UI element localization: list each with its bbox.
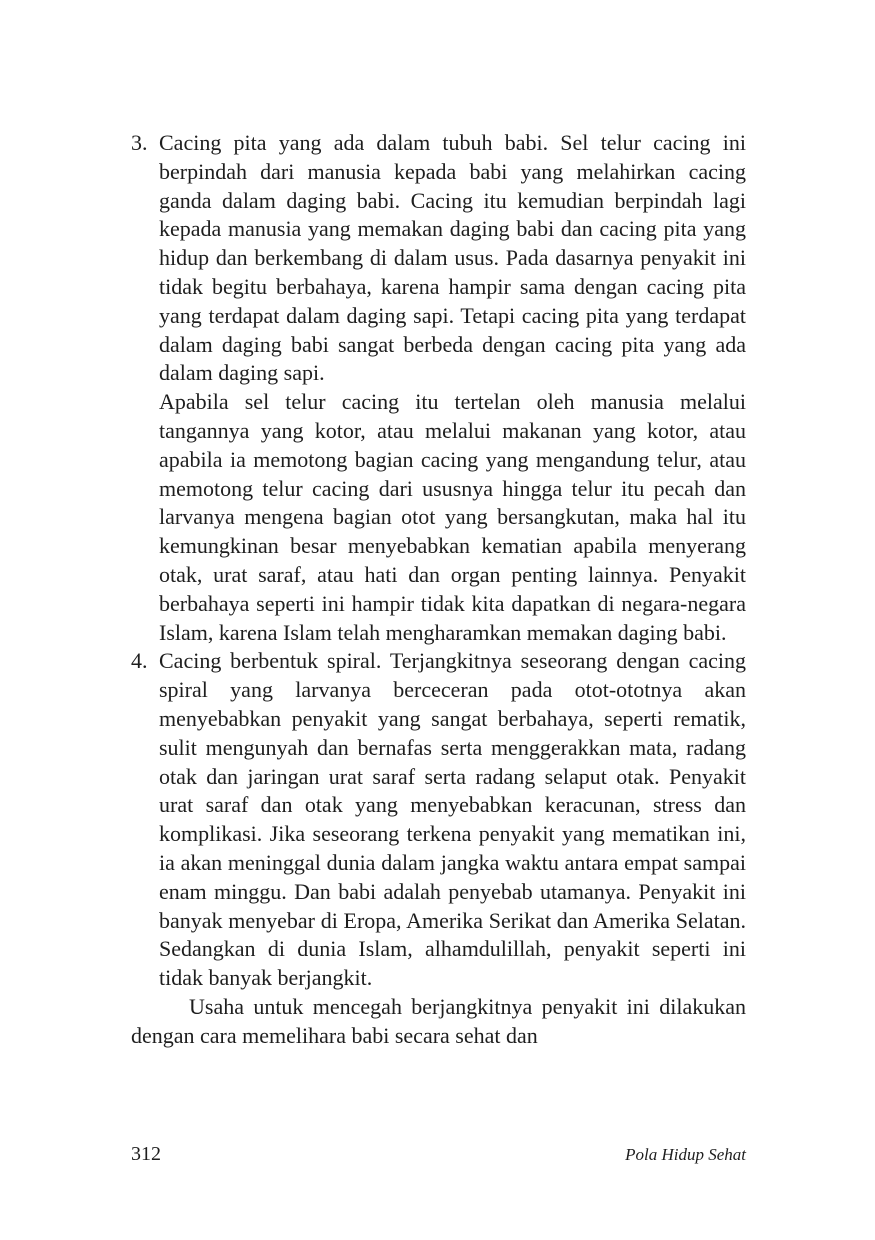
list-item-body [159,647,746,993]
closing-paragraph: Usaha untuk mencegah berjangkitnya penyakit ini dilakukan dengan cara memelihara babi secara sehat dan [131,993,746,1048]
paragraph: Cacing pita yang ada dalam tubuh babi. Sel telur cacing ini berpindah dari manusia kepada babi yang melahirkan cacing ganda dalam daging babi. Cacing itu kemudian berpindah lagi kepada manusia yang memakan daging babi dan cacing pita yang hidup dan berkembang di dalam usus. Pada dasarnya penyakit ini tidak begitu berbahaya, karena hampir sama dengan cacing pita yang terdapat dalam daging sapi. Tetapi cacing pita yang terdapat dalam daging babi sangat berbeda dengan cacing pita yang ada dalam daging sapi. [159,130,746,386]
list-item-body [159,129,746,647]
running-title: Pola Hidup Sehat [625,1145,746,1164]
list-number: 4. [131,648,148,674]
paragraph: Apabila sel telur cacing itu tertelan oleh manusia melalui tangannya yang kotor, atau melalui makanan yang kotor, atau apabila ia memotong bagian cacing yang mengandung telur, atau memotong telur cacing dari ususnya hingga telur itu pecah dan larvanya mengena bagian otot yang bersangkutan, maka hal itu kemungkinan besar menyebabkan kematian apabila menyerang otak, urat saraf, atau hati dan organ penting lainnya. Penyakit berbahaya seperti ini hampir tidak kita dapatkan di negara-negara Islam, karena Islam telah mengharamkan memakan daging babi. [159,389,746,645]
page-number: 312 [131,1143,161,1165]
list-item-3 [131,129,746,647]
list-item-4 [131,647,746,993]
list-number: 3. [131,130,148,155]
body-text [131,129,746,1051]
paragraph: Cacing berbentuk spiral. Terjangkitnya seseorang dengan cacing spiral yang larvanya berceceran pada otot-ototnya akan menyebabkan penyakit yang sangat berbahaya, seperti rematik, sulit mengunyah dan bernafas serta menggerakkan mata, radang otak dan jaringan urat saraf serta radang selaput otak. Penyakit urat saraf dan otak yang menyebabkan keracunan, stress dan komplikasi. Jika seseorang terkena penyakit yang mematikan ini, ia akan meninggal dunia dalam jangka waktu antara empat sampai enam minggu. Dan babi adalah penyebab utamanya. Penyakit ini banyak menyebar di Eropa, Amerika Serikat dan Amerika Selatan. Sedangkan di dunia Islam, alhamdulillah, penyakit seperti ini tidak banyak berjangkit. [159,648,746,991]
